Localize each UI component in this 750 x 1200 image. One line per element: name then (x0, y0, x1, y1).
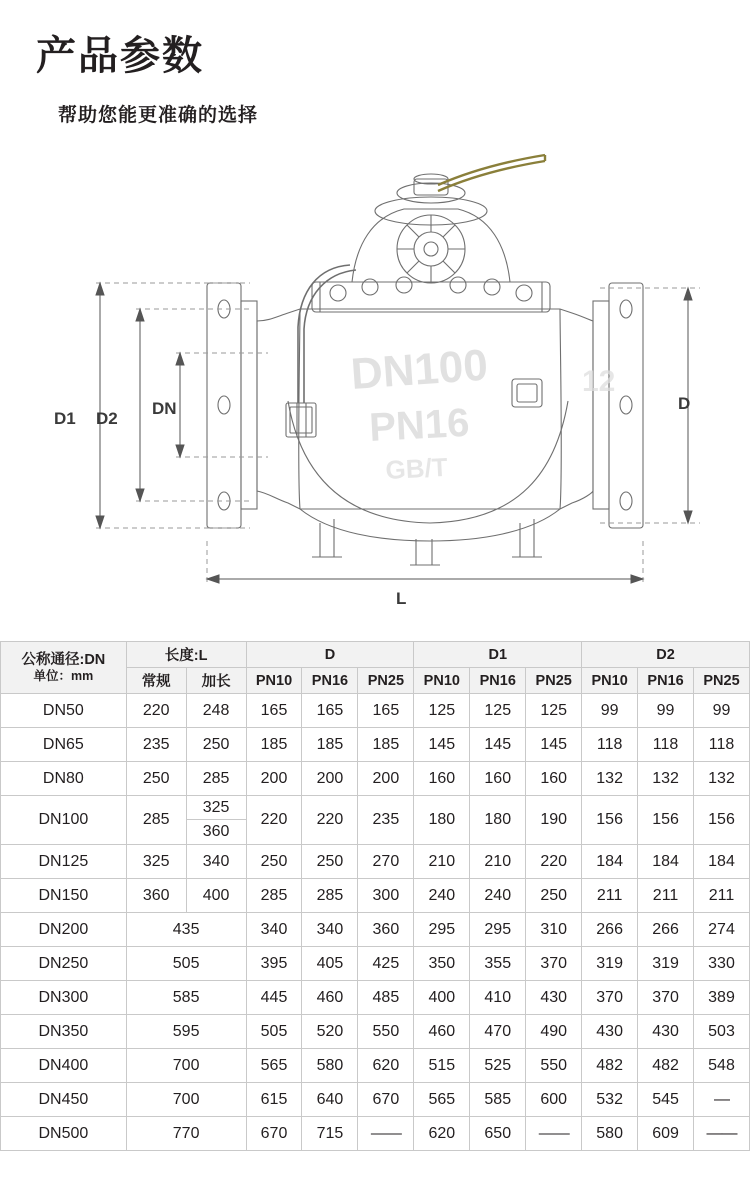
cell-d-pn10: 565 (246, 1049, 302, 1083)
page-subtitle: 帮助您能更准确的选择 (58, 105, 259, 126)
cell-d1-pn25: 125 (526, 694, 582, 728)
cell-d-pn16: 220 (302, 796, 358, 845)
cell-d-pn25: 670 (358, 1083, 414, 1117)
header-d1: D1 (414, 642, 582, 668)
cell-d-pn16: 460 (302, 981, 358, 1015)
cell-d2-pn16: 184 (638, 845, 694, 879)
header-d2-pn16: PN16 (638, 668, 694, 694)
cell-length-normal: 250 (126, 762, 186, 796)
cell-length-extended: 400 (186, 879, 246, 913)
cell-length-merged: 435 (126, 913, 246, 947)
cell-d-pn16: 580 (302, 1049, 358, 1083)
cell-d2-pn25: 548 (694, 1049, 750, 1083)
cell-d1-pn10: 400 (414, 981, 470, 1015)
cell-length-extended: 250 (186, 728, 246, 762)
cell-d1-pn16: 355 (470, 947, 526, 981)
cell-d1-pn10: 350 (414, 947, 470, 981)
cell-length-normal: 235 (126, 728, 186, 762)
cell-length-merged: 505 (126, 947, 246, 981)
dimension-label-d: D (678, 394, 691, 413)
cell-nominal-diameter: DN450 (1, 1083, 127, 1117)
cell-nominal-diameter: DN500 (1, 1117, 127, 1151)
cell-d1-pn10: 460 (414, 1015, 470, 1049)
cell-d-pn16: 405 (302, 947, 358, 981)
dimension-label-d1: D1 (54, 409, 76, 428)
cell-d-pn10: 165 (246, 694, 302, 728)
cell-d2-pn16: 545 (638, 1083, 694, 1117)
cell-length-merged: 595 (126, 1015, 246, 1049)
cell-d1-pn25: 550 (526, 1049, 582, 1083)
cell-d1-pn10: 125 (414, 694, 470, 728)
cell-d-pn10: 615 (246, 1083, 302, 1117)
cell-d2-pn25: — (694, 1083, 750, 1117)
cell-d2-pn10: 118 (582, 728, 638, 762)
cell-d1-pn10: 295 (414, 913, 470, 947)
table-row (1, 1049, 750, 1083)
cell-d2-pn16: 211 (638, 879, 694, 913)
cell-d2-pn16: 319 (638, 947, 694, 981)
cell-d1-pn25: 145 (526, 728, 582, 762)
cell-d2-pn10: 211 (582, 879, 638, 913)
cell-d2-pn16: 132 (638, 762, 694, 796)
cell-d2-pn10: 580 (582, 1117, 638, 1151)
cell-length-normal: 285 (126, 796, 186, 845)
cell-d-pn10: 340 (246, 913, 302, 947)
cell-d1-pn10: 515 (414, 1049, 470, 1083)
cell-d1-pn16: 145 (470, 728, 526, 762)
table-row (1, 879, 750, 913)
cell-length-merged: 585 (126, 981, 246, 1015)
table-row (1, 981, 750, 1015)
cell-d-pn25: 185 (358, 728, 414, 762)
cell-length-extended-lower: 360 (202, 823, 230, 840)
page-header (0, 0, 750, 127)
cell-d1-pn16: 470 (470, 1015, 526, 1049)
table-row (1, 762, 750, 796)
cell-d-pn16: 165 (302, 694, 358, 728)
cell-d1-pn10: 210 (414, 845, 470, 879)
cell-d2-pn25: 211 (694, 879, 750, 913)
cell-d2-pn25: 274 (694, 913, 750, 947)
cell-nominal-diameter: DN250 (1, 947, 127, 981)
cell-d2-pn10: 482 (582, 1049, 638, 1083)
cell-nominal-diameter: DN400 (1, 1049, 127, 1083)
header-d-pn16: PN16 (302, 668, 358, 694)
cell-d-pn25: 200 (358, 762, 414, 796)
svg-text:12: 12 (582, 365, 616, 398)
cell-d-pn16: 185 (302, 728, 358, 762)
cell-d2-pn25: 503 (694, 1015, 750, 1049)
cell-d-pn25: 235 (358, 796, 414, 845)
cell-length-normal: 325 (126, 845, 186, 879)
cell-d-pn25: 360 (358, 913, 414, 947)
cell-length-extended (186, 796, 246, 845)
dimension-label-dn: DN (152, 399, 177, 418)
cell-d2-pn16: 266 (638, 913, 694, 947)
cell-d-pn16: 640 (302, 1083, 358, 1117)
header-dn-line1: 公称通径:DN (21, 651, 106, 668)
cell-length-extended: 285 (186, 762, 246, 796)
cell-nominal-diameter: DN65 (1, 728, 127, 762)
cell-d2-pn25: 118 (694, 728, 750, 762)
cell-d-pn16: 715 (302, 1117, 358, 1151)
cell-d-pn10: 185 (246, 728, 302, 762)
cell-nominal-diameter: DN200 (1, 913, 127, 947)
cell-d2-pn25: 330 (694, 947, 750, 981)
cell-d1-pn25: 190 (526, 796, 582, 845)
cell-d-pn25: 165 (358, 694, 414, 728)
header-d2-pn10: PN10 (582, 668, 638, 694)
cell-d2-pn25: 99 (694, 694, 750, 728)
cell-d2-pn10: 532 (582, 1083, 638, 1117)
header-d1-pn16: PN16 (470, 668, 526, 694)
cell-length-extended-upper: 325 (187, 796, 246, 820)
cell-d1-pn25: 430 (526, 981, 582, 1015)
table-row (1, 796, 750, 845)
cell-d1-pn10: 565 (414, 1083, 470, 1117)
cell-d1-pn16: 410 (470, 981, 526, 1015)
cell-d2-pn10: 266 (582, 913, 638, 947)
cell-d2-pn25: 184 (694, 845, 750, 879)
cell-d2-pn10: 184 (582, 845, 638, 879)
cell-d-pn25: —— (358, 1117, 414, 1151)
cell-d-pn10: 670 (246, 1117, 302, 1151)
cell-length-merged: 700 (126, 1049, 246, 1083)
header-d-pn25: PN25 (358, 668, 414, 694)
header-d: D (246, 642, 414, 668)
cell-nominal-diameter: DN80 (1, 762, 127, 796)
cell-d1-pn10: 620 (414, 1117, 470, 1151)
table-row (1, 1015, 750, 1049)
cell-d2-pn16: 482 (638, 1049, 694, 1083)
table-row (1, 845, 750, 879)
cell-d2-pn25: 389 (694, 981, 750, 1015)
cell-d1-pn16: 585 (470, 1083, 526, 1117)
header-d2: D2 (582, 642, 750, 668)
header-d2-pn25: PN25 (694, 668, 750, 694)
cell-d-pn16: 520 (302, 1015, 358, 1049)
cell-d2-pn16: 156 (638, 796, 694, 845)
svg-text:PN16: PN16 (368, 400, 471, 450)
cell-d2-pn10: 319 (582, 947, 638, 981)
dimension-label-d2: D2 (96, 409, 118, 428)
table-row (1, 728, 750, 762)
dimension-label-l: L (396, 589, 407, 608)
page-title: 产品参数 (36, 34, 204, 78)
cell-d-pn16: 285 (302, 879, 358, 913)
cell-d1-pn10: 180 (414, 796, 470, 845)
table-row (1, 913, 750, 947)
svg-text:DN100: DN100 (349, 340, 490, 399)
cell-d1-pn16: 180 (470, 796, 526, 845)
cell-d-pn25: 550 (358, 1015, 414, 1049)
cell-d-pn25: 620 (358, 1049, 414, 1083)
specification-table (0, 641, 750, 1151)
table-row (1, 1083, 750, 1117)
cell-d1-pn25: 370 (526, 947, 582, 981)
header-d1-pn10: PN10 (414, 668, 470, 694)
valve-drawing-svg (0, 141, 750, 641)
cell-length-merged: 700 (126, 1083, 246, 1117)
header-d1-pn25: PN25 (526, 668, 582, 694)
cell-length-extended: 248 (186, 694, 246, 728)
cell-length-normal: 220 (126, 694, 186, 728)
cell-d1-pn16: 210 (470, 845, 526, 879)
cell-d-pn10: 200 (246, 762, 302, 796)
cell-d-pn10: 395 (246, 947, 302, 981)
cell-d1-pn25: 160 (526, 762, 582, 796)
cell-d2-pn16: 99 (638, 694, 694, 728)
header-length: 长度:L (126, 642, 246, 668)
cell-d1-pn16: 650 (470, 1117, 526, 1151)
cell-d1-pn25: 600 (526, 1083, 582, 1117)
table-row (1, 1117, 750, 1151)
cell-d-pn25: 425 (358, 947, 414, 981)
table-body (1, 694, 750, 1151)
cell-d1-pn25: 250 (526, 879, 582, 913)
cell-nominal-diameter: DN125 (1, 845, 127, 879)
valve-technical-drawing (0, 141, 750, 641)
cell-d1-pn25: 220 (526, 845, 582, 879)
cell-length-extended: 340 (186, 845, 246, 879)
cell-d2-pn10: 370 (582, 981, 638, 1015)
cell-d1-pn25: 490 (526, 1015, 582, 1049)
table-row (1, 694, 750, 728)
header-length-normal: 常规 (126, 668, 186, 694)
cell-d2-pn16: 609 (638, 1117, 694, 1151)
cell-d2-pn10: 99 (582, 694, 638, 728)
header-nominal-diameter (1, 642, 127, 694)
cell-d2-pn16: 370 (638, 981, 694, 1015)
cell-d-pn10: 285 (246, 879, 302, 913)
svg-text:GB/T: GB/T (384, 451, 449, 485)
cell-nominal-diameter: DN100 (1, 796, 127, 845)
cell-d-pn10: 505 (246, 1015, 302, 1049)
header-length-extended: 加长 (186, 668, 246, 694)
cell-d2-pn25: 132 (694, 762, 750, 796)
cell-d-pn16: 250 (302, 845, 358, 879)
cell-d1-pn16: 295 (470, 913, 526, 947)
cell-d-pn25: 300 (358, 879, 414, 913)
cell-d-pn10: 250 (246, 845, 302, 879)
cell-d2-pn25: 156 (694, 796, 750, 845)
cell-d2-pn25: —— (694, 1117, 750, 1151)
header-d-pn10: PN10 (246, 668, 302, 694)
cell-d1-pn16: 125 (470, 694, 526, 728)
cell-d1-pn16: 525 (470, 1049, 526, 1083)
cell-d1-pn10: 240 (414, 879, 470, 913)
cell-d2-pn10: 430 (582, 1015, 638, 1049)
cell-d2-pn16: 118 (638, 728, 694, 762)
cell-nominal-diameter: DN150 (1, 879, 127, 913)
cell-length-normal: 360 (126, 879, 186, 913)
cell-d1-pn25: —— (526, 1117, 582, 1151)
cell-d2-pn10: 156 (582, 796, 638, 845)
cell-d1-pn10: 145 (414, 728, 470, 762)
cell-d-pn16: 340 (302, 913, 358, 947)
cell-d1-pn16: 240 (470, 879, 526, 913)
cell-d2-pn10: 132 (582, 762, 638, 796)
cell-nominal-diameter: DN50 (1, 694, 127, 728)
cell-d-pn10: 220 (246, 796, 302, 845)
cell-d1-pn25: 310 (526, 913, 582, 947)
cell-nominal-diameter: DN300 (1, 981, 127, 1015)
cell-d1-pn10: 160 (414, 762, 470, 796)
cell-d-pn10: 445 (246, 981, 302, 1015)
cell-d-pn16: 200 (302, 762, 358, 796)
cell-nominal-diameter: DN350 (1, 1015, 127, 1049)
table-row (1, 947, 750, 981)
cell-length-merged: 770 (126, 1117, 246, 1151)
cell-d2-pn16: 430 (638, 1015, 694, 1049)
table-header (1, 642, 750, 694)
header-dn-line2: 单位：mm (33, 668, 94, 683)
cell-d-pn25: 270 (358, 845, 414, 879)
cell-d-pn25: 485 (358, 981, 414, 1015)
cell-d1-pn16: 160 (470, 762, 526, 796)
